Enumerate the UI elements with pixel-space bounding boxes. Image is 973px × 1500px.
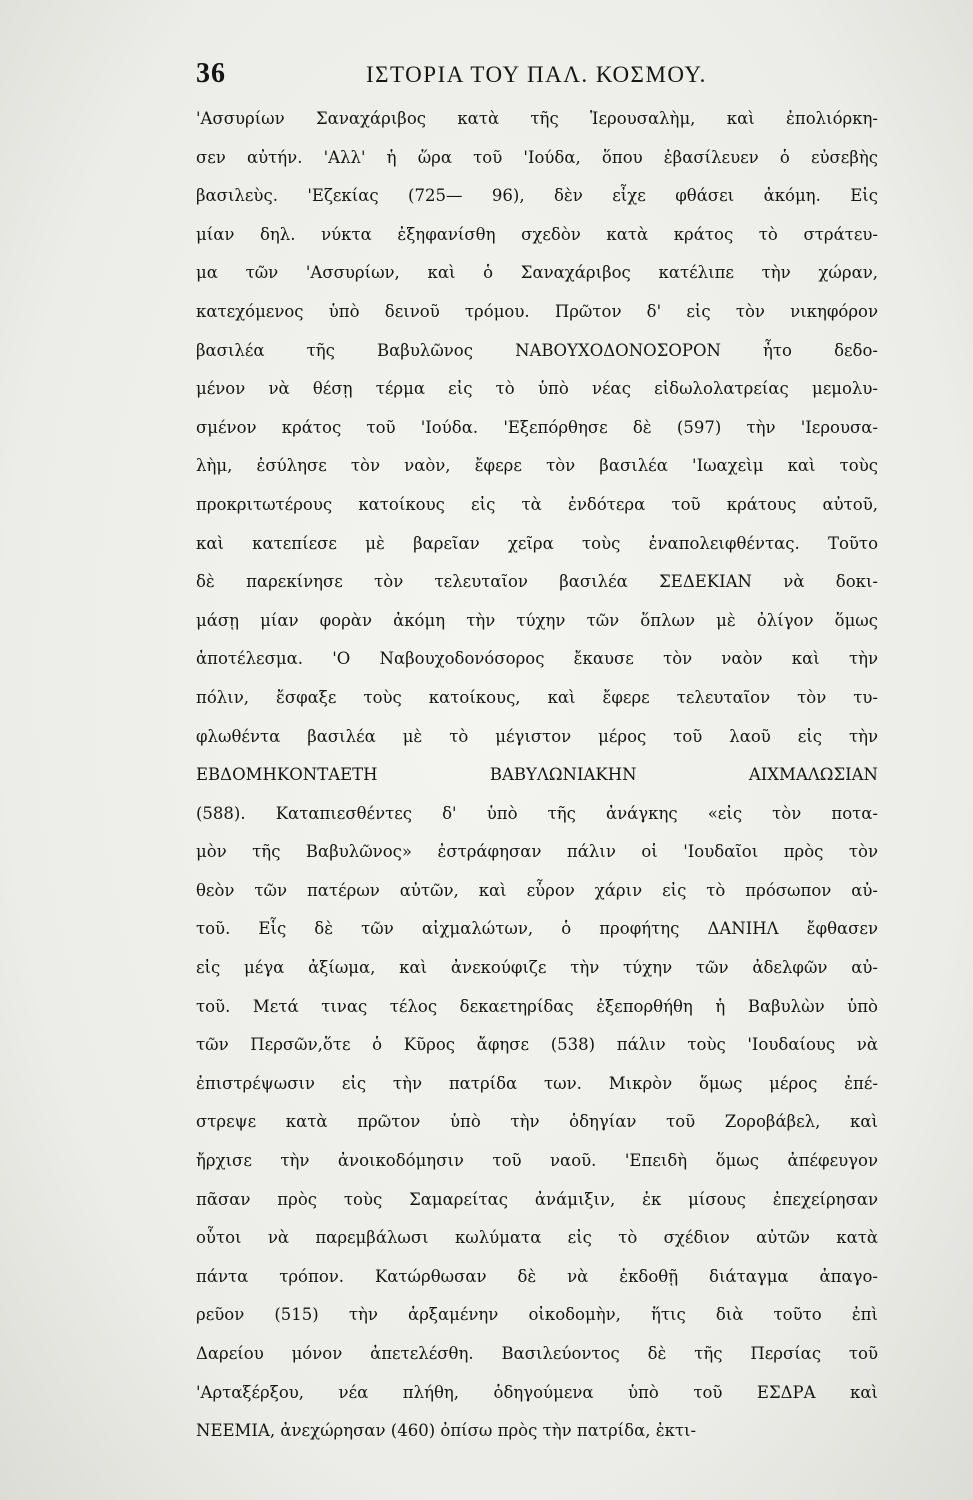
running-head: [196, 58, 878, 98]
text-line: πόλιν, ἔσφαξε τοὺς κατοίκους, καὶ ἔφερε τελευταῖον τὸν τυ-: [196, 687, 878, 707]
text-line: ΝΕΕΜΙΑ, ἀνεχώρησαν (460) ὀπίσω πρὸς τὴν πατρίδα, ἐκτι-: [196, 1421, 697, 1441]
text-line: στρεψε κατὰ πρῶτον ὑπὸ τὴν ὁδηγίαν τοῦ Ζοροβάβελ, καὶ: [196, 1112, 878, 1132]
text-line: ἀποτέλεσμα. 'Ο Ναβουχοδονόσορος ἔκαυσε τὸν ναὸν καὶ τὴν: [196, 649, 878, 669]
text-line: ρεῦον (515) τὴν ἀρξαμένην οἰκοδομὴν, ἥτις διὰ τοῦτο ἐπὶ: [196, 1305, 878, 1325]
text-line: βασιλέα τῆς Βαβυλῶνος ΝΑΒΟΥΧΟΔΟΝΟΣΟΡΟΝ ἦτο δεδο-: [196, 340, 878, 360]
body-text: [196, 100, 878, 1441]
text-line: πάντα τρόπον. Κατώρθωσαν δὲ νὰ ἐκδοθῇ διάταγμα ἀπαγο-: [196, 1266, 878, 1286]
text-line: λὴμ, ἐσύλησε τὸν ναὸν, ἔφερε τὸν βασιλέα 'Ιωαχεὶμ καὶ τοὺς: [196, 456, 878, 476]
text-line: εἰς μέγα ἀξίωμα, καὶ ἀνεκούφιζε τὴν τύχην τῶν ἀδελφῶν αὐ-: [196, 958, 878, 978]
text-line: προκριτωτέρους κατοίκους εἰς τὰ ἐνδότερα τοῦ κράτους αὐτοῦ,: [196, 494, 878, 514]
text-line: κατεχόμενος ὑπὸ δεινοῦ τρόμου. Πρῶτον δ' εἰς τὸν νικηφόρον: [196, 301, 878, 321]
running-title: ΙΣΤΟΡΙΑ ΤΟΥ ΠΑΛ. ΚΟΣΜΟΥ.: [366, 62, 707, 87]
text-line: μάσῃ μίαν φορὰν ἀκόμη τὴν τύχην τῶν ὅπλων μὲ ὀλίγον ὅμως: [196, 610, 878, 630]
text-line: μίαν δηλ. νύκτα ἐξηφανίσθη σχεδὸν κατὰ κράτος τὸ στράτευ-: [196, 224, 878, 244]
text-line: ἤρχισε τὴν ἀνοικοδόμησιν τοῦ ναοῦ. 'Επειδὴ ὅμως ἀπέφευγον: [196, 1151, 878, 1171]
text-line: ΕΒΔΟΜΗΚΟΝΤΑΕΤΗ ΒΑΒΥΛΩΝΙΑΚΗΝ ΑΙΧΜΑΛΩΣΙΑΝ: [196, 765, 878, 785]
text-line: καὶ κατεπίεσε μὲ βαρεῖαν χεῖρα τοὺς ἐναπολειφθέντας. Τοῦτο: [196, 533, 878, 553]
text-line: μὸν τῆς Βαβυλῶνος» ἐστράφησαν πάλιν οἱ 'Ιουδαῖοι πρὸς τὸν: [196, 842, 878, 862]
text-line: σεν αὐτήν. 'Αλλ' ἡ ὥρα τοῦ 'Ιούδα, ὅπου ἐβασίλευεν ὁ εὐσεβὴς: [196, 147, 878, 167]
text-line: φλωθέντα βασιλέα μὲ τὸ μέγιστον μέρος τοῦ λαοῦ εἰς τὴν: [196, 726, 878, 746]
text-line: τῶν Περσῶν,ὅτε ὁ Κῦρος ἄφησε (538) πάλιν τοὺς 'Ιουδαίους νὰ: [196, 1035, 878, 1055]
text-line: τοῦ. Εἷς δὲ τῶν αἰχμαλώτων, ὁ προφήτης ΔΑΝΙΗΛ ἔφθασεν: [196, 919, 878, 939]
text-line: 'Αρταξέρξου, νέα πλήθη, ὁδηγούμενα ὑπὸ τοῦ ΕΣΔΡΑ καὶ: [196, 1382, 878, 1402]
text-line: ἐπιστρέψωσιν εἰς τὴν πατρίδα των. Μικρὸν ὅμως μέρος ἐπέ-: [196, 1073, 878, 1093]
text-line: Δαρείου μόνον ἀπετελέσθη. Βασιλεύοντος δὲ τῆς Περσίας τοῦ: [196, 1344, 878, 1363]
text-line: σμένον κράτος τοῦ 'Ιούδα. 'Εξεπόρθησε δὲ (597) τὴν 'Ιερουσα-: [196, 417, 878, 437]
text-line: μα τῶν 'Ασσυρίων, καὶ ὁ Σαναχάριβος κατέλιπε τὴν χώραν,: [196, 263, 878, 283]
text-line: 'Ασσυρίων Σαναχάριβος κατὰ τῆς Ἱερουσαλὴμ, καὶ ἐπολιόρκη-: [196, 109, 878, 128]
page-number: 36: [196, 58, 226, 89]
text-line: δὲ παρεκίνησε τὸν τελευταῖον βασιλέα ΣΕΔΕΚΙΑΝ νὰ δοκι-: [196, 572, 878, 592]
text-line: βασιλεὺς. 'Εζεκίας (725— 96), δὲν εἶχε φθάσει ἀκόμη. Εἰς: [196, 186, 878, 206]
text-line: τοῦ. Μετά τινας τέλος δεκαετηρίδας ἐξεπορθήθη ἡ Βαβυλὼν ὑπὸ: [196, 996, 878, 1016]
text-line: (588). Καταπιεσθέντες δ' ὑπὸ τῆς ἀνάγκης «εἰς τὸν ποτα-: [196, 803, 878, 823]
text-line: πᾶσαν πρὸς τοὺς Σαμαρείτας ἀνάμιξιν, ἐκ μίσους ἐπεχείρησαν: [196, 1189, 878, 1209]
text-line: οὗτοι νὰ παρεμβάλωσι κωλύματα εἰς τὸ σχέδιον αὐτῶν κατὰ: [196, 1228, 878, 1248]
text-line: μένον νὰ θέσῃ τέρμα εἰς τὸ ὑπὸ νέας εἰδωλολατρείας μεμολυ-: [196, 379, 878, 399]
text-line: θεὸν τῶν πατέρων αὐτῶν, καὶ εὗρον χάριν εἰς τὸ πρόσωπον αὐ-: [196, 880, 878, 900]
